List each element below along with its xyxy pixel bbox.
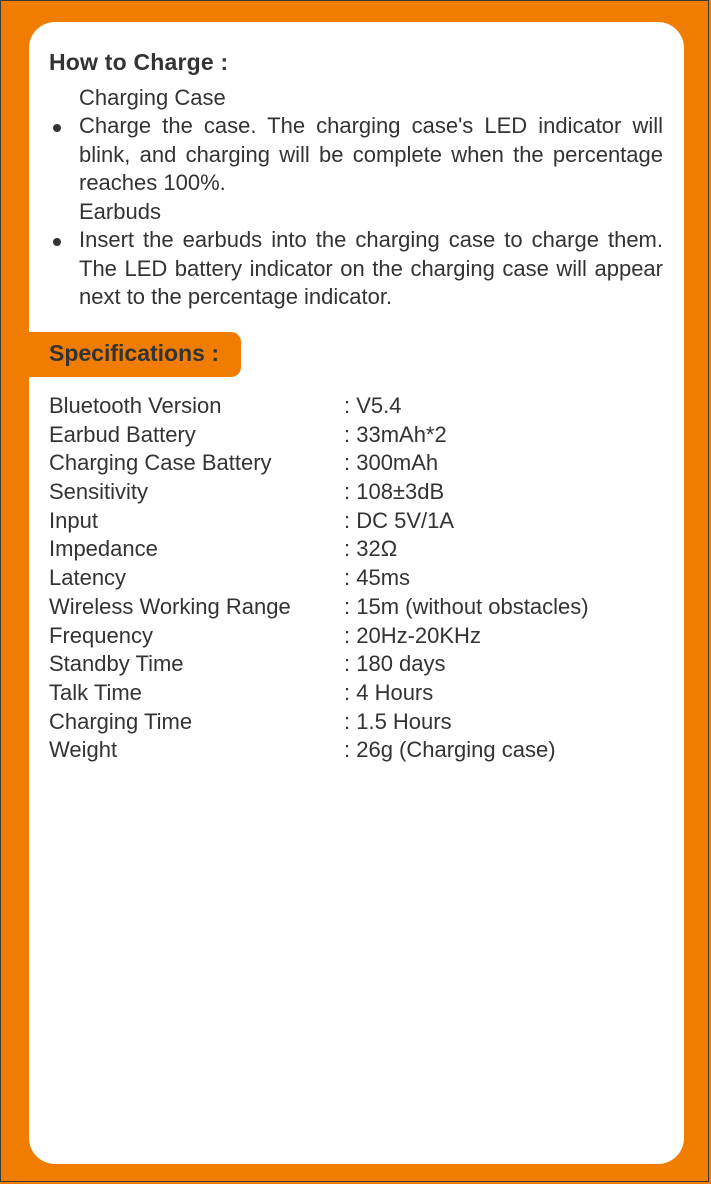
spec-label: Input [49, 507, 98, 533]
spec-row [49, 478, 669, 507]
spec-row [49, 535, 669, 564]
spec-label: Weight [49, 737, 118, 763]
spec-row [49, 421, 669, 450]
spec-value: : 300mAh [344, 450, 439, 476]
charging-case-instructions: Charge the case. The charging case's LED indicator will blink, and charging will be complete when the percentage reaches 100%. [79, 113, 663, 196]
spec-label: Impedance [49, 536, 158, 562]
spec-value: : V5.4 [344, 393, 402, 418]
spec-label: Latency [49, 565, 127, 591]
spec-row [49, 679, 669, 708]
spec-row [49, 708, 669, 737]
spec-row [49, 650, 669, 679]
bullet-icon [53, 124, 61, 132]
spec-label: Earbud Battery [49, 421, 196, 447]
spec-label: Charging Case Battery [49, 450, 272, 476]
spec-row [49, 507, 669, 536]
spec-label: Wireless Working Range [49, 593, 291, 619]
spec-value: : DC 5V/1A [344, 507, 455, 533]
specifications-tab [29, 332, 241, 377]
spec-label: Standby Time [49, 651, 184, 677]
specifications-title: Specifications : [49, 340, 219, 366]
spec-label: Bluetooth Version [49, 393, 222, 418]
earbuds-instructions: Insert the earbuds into the charging case to charge them. The LED battery indicator on the charging case will appear next to the percentage indicator. [79, 227, 663, 310]
spec-label: Frequency [49, 622, 153, 648]
spec-value: : 45ms [344, 565, 411, 591]
spec-row [49, 392, 669, 421]
spec-value: : 32Ω [344, 536, 398, 562]
spec-value: : 26g (Charging case) [344, 737, 556, 763]
specifications-table [49, 392, 669, 765]
content-card [29, 22, 684, 1164]
spec-row [49, 593, 669, 622]
spec-row [49, 564, 669, 593]
spec-value: : 180 days [344, 651, 446, 677]
spec-label: Charging Time [49, 708, 193, 734]
spec-value: : 4 Hours [344, 679, 434, 705]
spec-row [49, 622, 669, 651]
spec-label: Talk Time [49, 679, 142, 705]
spec-row [49, 449, 669, 478]
spec-value: : 33mAh*2 [344, 421, 447, 447]
how-to-charge-title: How to Charge : [49, 49, 229, 75]
earbuds-heading: Earbuds [79, 199, 161, 224]
bullet-icon [53, 238, 61, 246]
spec-value: : 20Hz-20KHz [344, 622, 481, 648]
spec-value: : 108±3dB [344, 479, 445, 505]
spec-row [49, 736, 669, 765]
charging-case-heading: Charging Case [79, 85, 226, 110]
spec-value: : 15m (without obstacles) [344, 593, 589, 619]
spec-value: : 1.5 Hours [344, 708, 452, 734]
spec-label: Sensitivity [49, 479, 149, 505]
